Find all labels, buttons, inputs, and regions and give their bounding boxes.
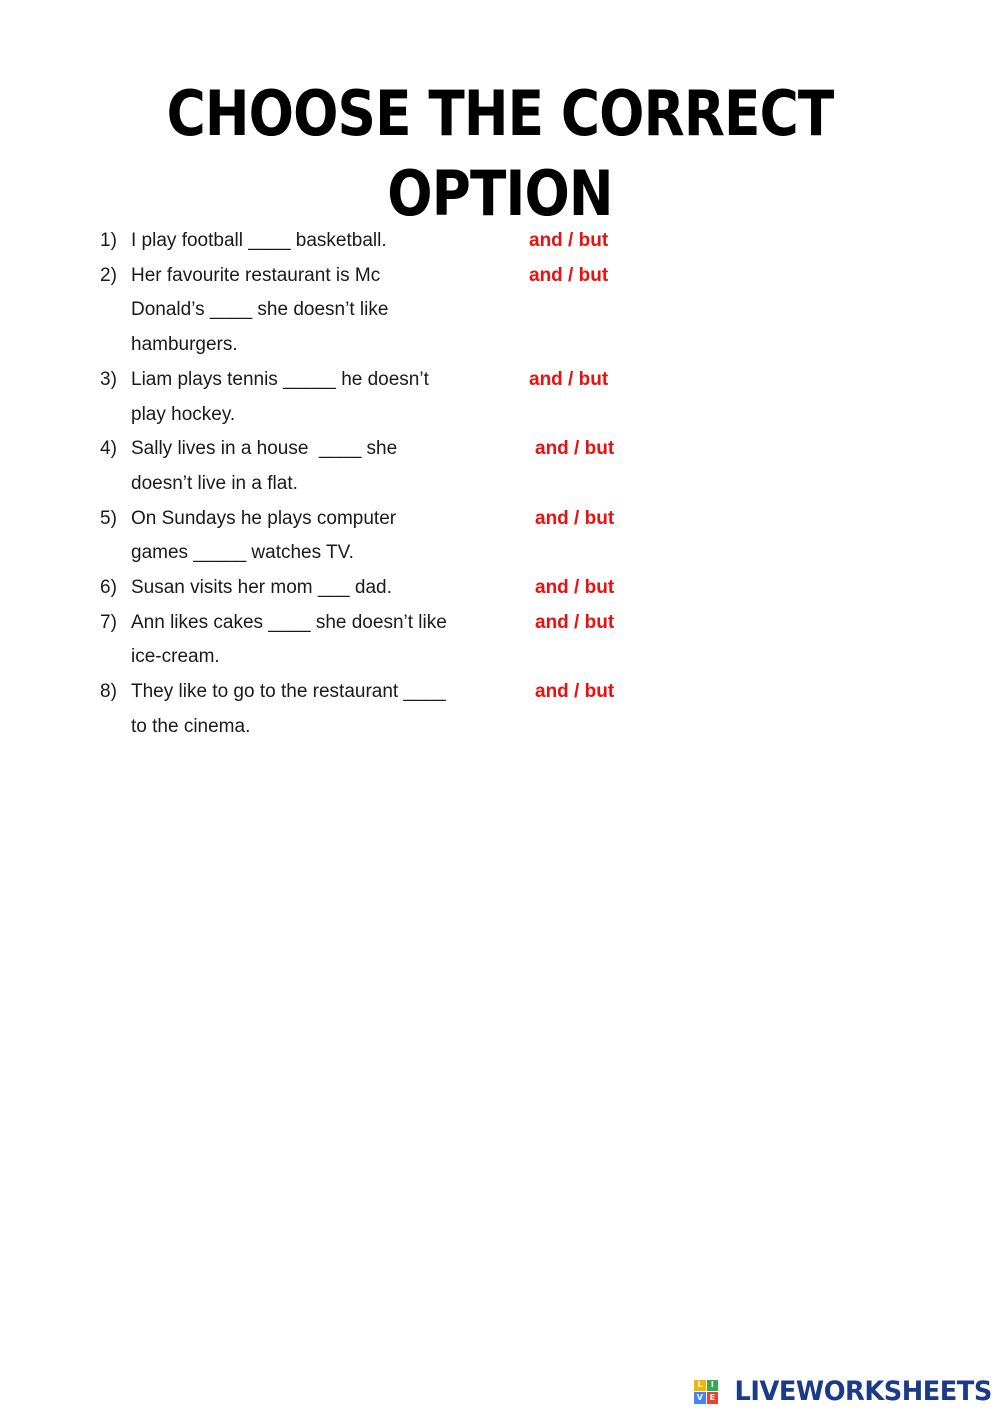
logo-letter: E — [707, 1392, 719, 1404]
question-text — [131, 224, 476, 259]
question-line: ice-cream. — [131, 646, 220, 668]
worksheet-title: CHOOSE THE CORRECT OPTION — [166, 77, 834, 230]
answer-options[interactable]: and / but — [535, 681, 615, 703]
question-8 — [100, 675, 660, 744]
question-text — [131, 432, 476, 501]
question-text — [131, 363, 476, 432]
question-1 — [100, 224, 660, 259]
brand-name: LIVEWORKSHEETS — [734, 1376, 992, 1407]
answer-options[interactable]: and / but — [529, 230, 609, 251]
question-line: On Sundays he plays computer — [131, 507, 397, 529]
question-number: 1) — [100, 230, 117, 251]
question-text — [131, 675, 476, 744]
liveworksheets-brand — [694, 1376, 992, 1407]
question-line: They like to go to the restaurant ____ — [131, 681, 446, 703]
question-line: Sally lives in a house ____ she — [131, 438, 398, 460]
question-number: 2) — [100, 264, 117, 286]
question-line: Her favourite restaurant is Mc — [131, 264, 381, 286]
question-line: games _____ watches TV. — [131, 542, 354, 564]
answer-options[interactable]: and / but — [535, 611, 615, 633]
question-line: Ann likes cakes ____ she doesn’t like — [131, 611, 447, 633]
question-number: 7) — [100, 611, 117, 633]
question-line: hamburgers. — [131, 334, 238, 356]
question-number: 6) — [100, 577, 117, 599]
question-text — [131, 571, 476, 606]
question-number: 5) — [100, 507, 117, 529]
answer-options[interactable]: and / but — [535, 577, 615, 599]
logo-letter: V — [694, 1392, 706, 1404]
question-text — [131, 259, 476, 363]
question-line: to the cinema. — [131, 715, 251, 737]
question-text — [131, 606, 476, 675]
exercise-list — [100, 224, 660, 745]
answer-options[interactable]: and / but — [529, 368, 609, 390]
question-3 — [100, 363, 660, 432]
question-text — [131, 502, 476, 571]
question-line: play hockey. — [131, 403, 236, 425]
question-number: 4) — [100, 438, 117, 460]
logo-letter: L — [694, 1380, 706, 1392]
question-line: I play football ____ basketball. — [131, 230, 387, 251]
answer-options[interactable]: and / but — [535, 507, 615, 529]
answer-options[interactable]: and / but — [529, 264, 609, 286]
logo-letter: I — [707, 1380, 719, 1392]
question-line: Donald’s ____ she doesn’t like — [131, 299, 389, 321]
question-line: doesn’t live in a flat. — [131, 472, 298, 494]
question-number: 3) — [100, 368, 117, 390]
question-number: 8) — [100, 681, 117, 703]
question-6 — [100, 571, 660, 606]
liveworksheets-logo-icon — [694, 1380, 718, 1404]
question-5 — [100, 502, 660, 571]
question-4 — [100, 432, 660, 501]
question-2 — [100, 259, 660, 363]
question-line: Liam plays tennis _____ he doesn’t — [131, 368, 429, 390]
question-line: Susan visits her mom ___ dad. — [131, 577, 392, 599]
answer-options[interactable]: and / but — [535, 438, 615, 460]
question-7 — [100, 606, 660, 675]
